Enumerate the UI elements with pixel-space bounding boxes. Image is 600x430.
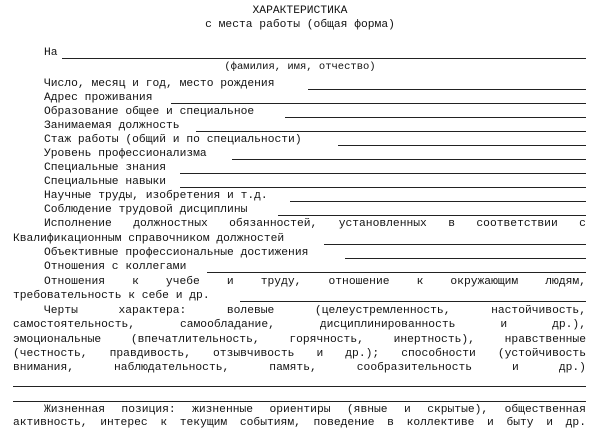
- recipient-label: На: [44, 47, 58, 59]
- field-address-input[interactable]: [171, 103, 586, 104]
- word: Отношения: [44, 276, 106, 288]
- traits-line-1: [44, 305, 586, 318]
- word: событиям,: [239, 417, 301, 429]
- word: жизненные: [192, 404, 254, 416]
- word: горячность,: [289, 334, 364, 346]
- word: наблюдательность,: [114, 362, 230, 374]
- word: в: [448, 218, 455, 230]
- word: установленных: [338, 218, 427, 230]
- traits-line-4: [13, 348, 586, 361]
- word: др.),: [552, 319, 586, 331]
- word: с: [579, 218, 586, 230]
- word: окружающим: [450, 276, 519, 288]
- word: Жизненная: [44, 404, 106, 416]
- word: учебе: [165, 276, 200, 288]
- duties-line-1: [44, 218, 586, 231]
- form-subtitle: с места работы (общая форма): [205, 19, 395, 31]
- word: эмоциональные: [13, 334, 102, 346]
- word: (устойчивость: [497, 348, 586, 360]
- word: людям,: [545, 276, 586, 288]
- duties-input[interactable]: [324, 244, 586, 245]
- word: к: [416, 276, 424, 288]
- word: Черты: [44, 305, 78, 317]
- word: обязанностей,: [229, 218, 318, 230]
- word: и: [226, 276, 234, 288]
- word: отзывчивость: [213, 348, 295, 360]
- word: текущим: [179, 417, 228, 429]
- field-position-label: Занимаемая должность: [44, 120, 180, 132]
- word: отношение: [328, 276, 390, 288]
- word: др.);: [345, 348, 380, 360]
- colleagues-label: Отношения с коллегами: [44, 261, 187, 273]
- word: позиция:: [121, 404, 176, 416]
- word: правдивость,: [109, 348, 191, 360]
- word: инертность),: [393, 334, 475, 346]
- field-skills-label: Специальные навыки: [44, 176, 167, 188]
- field-professionalism-label: Уровень профессионализма: [44, 148, 207, 160]
- word: и: [546, 417, 553, 429]
- traits-line-5: [13, 362, 586, 375]
- field-address-label: Адрес проживания: [44, 92, 153, 104]
- field-works-input[interactable]: [290, 201, 586, 202]
- word: и: [512, 362, 519, 374]
- field-education-input[interactable]: [285, 117, 586, 118]
- field-birth-input[interactable]: [308, 89, 586, 90]
- attitude-input[interactable]: [240, 301, 586, 302]
- field-works-label: Научные труды, изобретения и т.д.: [44, 190, 268, 202]
- duties-line-2: Квалификационным справочником должностей: [13, 233, 285, 245]
- word: труду,: [260, 276, 302, 288]
- word: и: [404, 404, 411, 416]
- word: к: [132, 276, 139, 288]
- word: память,: [269, 362, 317, 374]
- field-knowledge-input[interactable]: [180, 173, 586, 174]
- word: внимания,: [13, 362, 75, 374]
- field-discipline-input[interactable]: [278, 215, 586, 216]
- field-experience-input[interactable]: [338, 145, 586, 146]
- colleagues-input[interactable]: [207, 272, 586, 273]
- position-line-1: [44, 404, 586, 417]
- traits-input-line-2[interactable]: [13, 401, 586, 402]
- position-line-2: [13, 417, 586, 430]
- word: и: [487, 417, 494, 429]
- word: (целеустремленность,: [314, 305, 451, 317]
- field-skills-input[interactable]: [180, 187, 586, 188]
- word: др.): [558, 362, 586, 374]
- achievements-input[interactable]: [345, 258, 586, 259]
- attitude-line-1: [44, 276, 586, 289]
- field-professionalism-input[interactable]: [232, 159, 586, 160]
- recipient-caption: (фамилия, имя, отчество): [224, 61, 376, 73]
- word: дисциплинированность: [319, 319, 456, 331]
- recipient-field[interactable]: [62, 58, 586, 59]
- word: коллективе: [406, 417, 475, 429]
- traits-input-line-1[interactable]: [13, 386, 586, 387]
- field-position-input[interactable]: [196, 131, 586, 132]
- field-birth-label: Число, месяц и год, место рождения: [44, 78, 275, 90]
- word: и: [316, 348, 324, 360]
- field-experience-label: Стаж работы (общий и по специальности): [44, 134, 302, 146]
- word: (впечатлительность,: [130, 334, 260, 346]
- word: в: [387, 417, 394, 429]
- word: способности: [401, 348, 476, 360]
- field-discipline-label: Соблюдение трудовой дисциплины: [44, 204, 248, 216]
- word: настойчивость,: [491, 305, 586, 317]
- word: быту: [506, 417, 534, 429]
- field-knowledge-label: Специальные знания: [44, 162, 167, 174]
- word: (явные: [346, 404, 388, 416]
- word: сообразительность: [356, 362, 473, 374]
- traits-line-2: [13, 319, 586, 332]
- word: к: [160, 417, 168, 429]
- attitude-line-2: требовательность к себе и др.: [13, 290, 210, 302]
- word: характера:: [118, 305, 187, 317]
- achievements-label: Объективные профессиональные достижения: [44, 247, 309, 259]
- word: самообладание,: [179, 319, 275, 331]
- form-title: ХАРАКТЕРИСТИКА: [252, 5, 348, 17]
- word: др.: [565, 417, 586, 429]
- traits-line-3: [13, 334, 586, 347]
- word: Исполнение: [44, 218, 112, 230]
- word: и: [500, 319, 508, 331]
- word: интерес: [100, 417, 148, 429]
- word: (честность,: [13, 348, 88, 360]
- word: соответствии: [476, 218, 558, 230]
- field-education-label: Образование общее и специальное: [44, 106, 255, 118]
- word: скрытые),: [427, 404, 489, 416]
- word: нравственные: [504, 334, 586, 346]
- word: должностных: [133, 218, 208, 230]
- word: волевые: [226, 305, 275, 317]
- word: поведение: [313, 417, 375, 429]
- word: активность,: [13, 417, 88, 429]
- word: ориентиры: [269, 404, 331, 416]
- word: общественная: [504, 404, 586, 416]
- word: самостоятельность,: [13, 319, 136, 331]
